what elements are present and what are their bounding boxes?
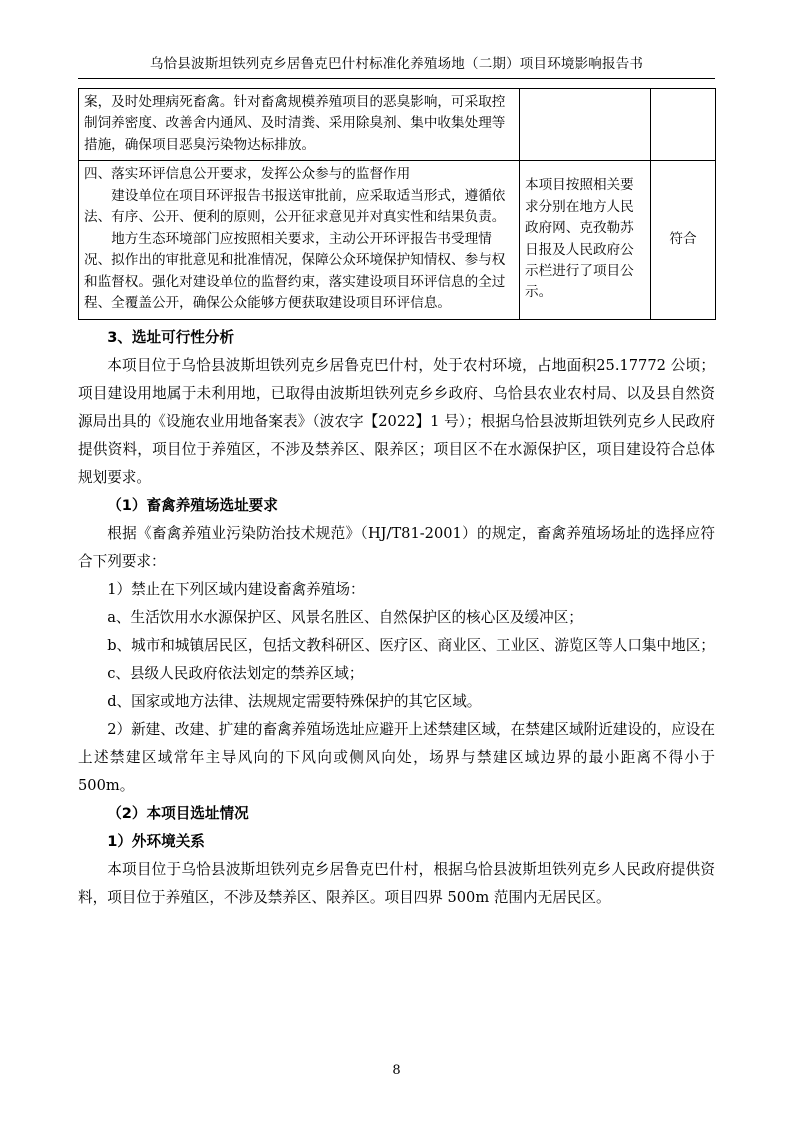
table-cell-content: 案，及时处理病死畜禽。针对畜禽规模养殖项目的恶臭影响，可采取控制饲养密度、改善舍内通风、及时清粪、采用除臭剂、集中收集处理等措施，确保项目恶臭污染物达标排放。 [79,89,520,161]
section-heading-site-feasibility: 3、选址可行性分析 [107,328,235,346]
paragraph-item-a: a、生活饮用水水源保护区、风景名胜区、自然保护区的核心区及缓冲区； [107,608,583,626]
paragraph-distance-requirement: 2）新建、改建、扩建的畜禽养殖场选址应避开上述禁建区域，在禁建区域附近建设的，应设在上述禁建区域常年主导风向的下风向或侧风向处，场界与禁建区域边界的最小距离不得小于500m。 [78,720,715,794]
heading-project-site-situation: （2）本项目选址情况 [107,804,249,822]
compliance-table [78,88,716,320]
paragraph-prohibited-intro: 1）禁止在下列区域内建设畜禽养殖场： [107,580,365,598]
paragraph-project-location: 本项目位于乌恰县波斯坦铁列克乡居鲁克巴什村，处于农村环境，占地面积25.17772 公顷；项目建设用地属于未利用地，已取得由波斯坦铁列克乡乡政府、乌恰县农业农村局、以及县自然资源局出具的《设施农业用地备案表》（波农字【2022】1 号）；根据乌恰县波斯坦铁列克乡人民政府提供资料，项目位于养殖区，不涉及禁养区、限养区；项目区不在水源保护区，项目建设符合总体规划要求。 [78,356,715,486]
table-cell-result [651,89,716,161]
table-cell-content [79,161,520,319]
page-header-title: 乌恰县波斯坦铁列克乡居鲁克巴什村标准化养殖场地（二期）项目环境影响报告书 [149,56,644,72]
header-divider [78,78,715,79]
paragraph-external-environment-detail: 本项目位于乌恰县波斯坦铁列克乡居鲁克巴什村，根据乌恰县波斯坦铁列克乡人民政府提供资料，项目位于养殖区，不涉及禁养区、限养区。项目四界 500m 范围内无居民区。 [78,860,715,906]
table-row [79,89,716,161]
paragraph-standard-reference: 根据《畜禽养殖业污染防治技术规范》（HJ/T81-2001）的规定，畜禽养殖场场址的选择应符合下列要求： [78,524,715,570]
table-cell-line: 建设单位在项目环评报告书报送审批前，应采取适当形式，遵循依法、有序、公开、便利的原则，公开征求意见并对真实性和结果负责。 [84,187,506,226]
table-cell-measure: 本项目按照相关要求分别在地方人民政府网、克孜勒苏日报及人民政府公示栏进行了项目公示。 [520,161,651,319]
table-row [79,161,716,319]
table-cell-line: 四、落实环评信息公开要求，发挥公众参与的监督作用 [84,166,411,183]
table-cell-line: 地方生态环境部门应按照相关要求，主动公开环评报告书受理情况、拟作出的审批意见和批准情况，保障公众环境保护知情权、参与权和监督权。强化对建设单位的监督约束，落实建设项目环评信息的全过程、全覆盖公开，确保公众能够方便获取建设项目环评信息。 [84,230,506,312]
table-cell-measure [520,89,651,161]
table-cell-result: 符合 [651,161,716,319]
heading-external-environment: 1）外环境关系 [107,832,205,850]
paragraph-item-c: c、县级人民政府依法划定的禁养区域； [107,664,364,682]
paragraph-item-b: b、城市和城镇居民区，包括文教科研区、医疗区、商业区、工业区、游览区等人口集中地区； [107,636,715,654]
page-number: 8 [392,1063,401,1078]
paragraph-item-d: d、国家或地方法律、法规规定需要特殊保护的其它区域。 [107,692,482,710]
heading-livestock-siting-requirements: （1）畜禽养殖场选址要求 [107,496,278,514]
page-content [78,52,715,912]
